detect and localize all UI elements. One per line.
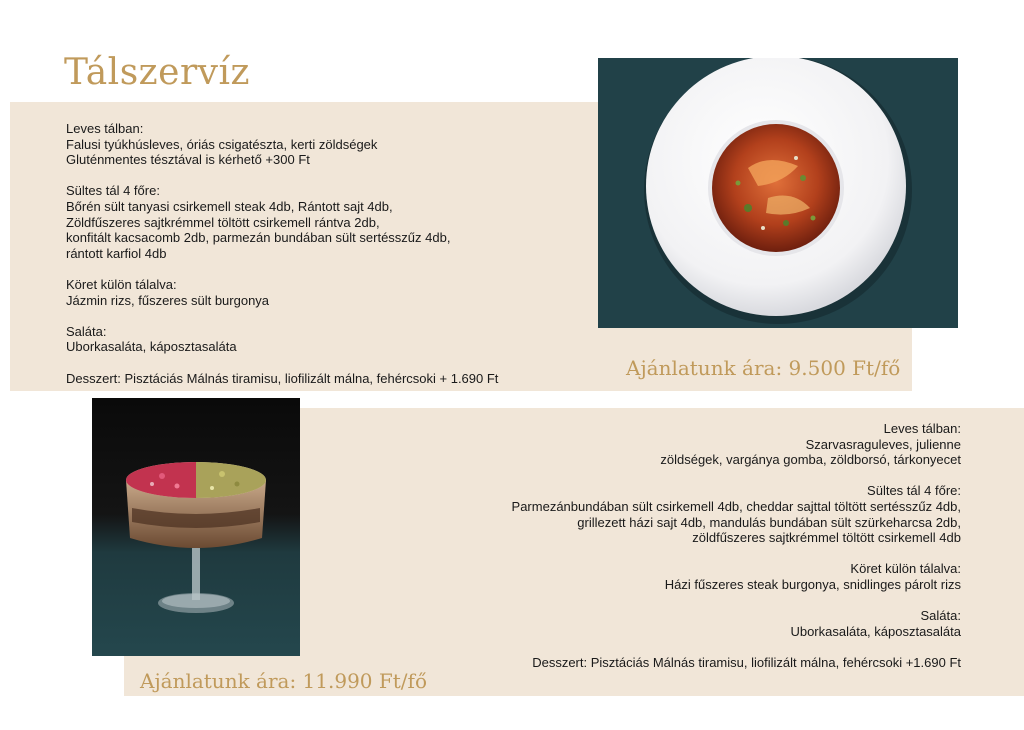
menu-two: [401, 421, 961, 686]
menu-one-side-section: [66, 277, 606, 308]
dessert-photo: [92, 398, 300, 656]
menu-one-price: Ajánlatunk ára: 9.500 Ft/fő: [626, 356, 901, 380]
menu-line: Uborkasaláta, káposztasaláta: [790, 623, 961, 639]
section-heading: Leves tálban:: [66, 121, 144, 136]
menu-one-dessert-section: [66, 371, 606, 387]
menu-line: Jázmin rizs, fűszeres sült burgonya: [66, 292, 270, 308]
menu-line: zöldfűszeres sajtkrémmel töltött csirkemell 4db: [692, 530, 961, 546]
menu-line: Uborkasaláta, káposztasaláta: [66, 339, 237, 355]
section-heading: Leves tálban:: [883, 421, 961, 436]
section-heading: Sültes tál 4 főre:: [66, 183, 160, 199]
menu-one-salad-section: [66, 324, 606, 355]
menu-line: grillezett házi sajt 4db, mandulás bundában sült szürkeharcsa 2db,: [577, 514, 961, 530]
menu-line: Gluténmentes tésztával is kérhető +300 Ft: [66, 152, 310, 168]
section-heading: Sültes tál 4 főre:: [867, 483, 961, 499]
section-heading: Saláta:: [66, 323, 107, 339]
menu-line: zöldségek, vargánya gomba, zöldborsó, tárkonyecet: [660, 452, 961, 468]
soup-photo: [598, 58, 958, 328]
menu-one-roast-section: [66, 183, 606, 261]
menu-two-price: Ajánlatunk ára: 11.990 Ft/fő: [140, 669, 427, 693]
menu-line: Parmezánbundában sült csirkemell 4db, cheddar sajttal töltött sertésszűz 4db,: [511, 498, 961, 514]
menu-two-salad-section: [401, 608, 961, 639]
menu-two-soup-section: [401, 421, 961, 468]
menu-line: Desszert: Pisztáciás Málnás tiramisu, liofilizált málna, fehércsoki +1.690 Ft: [532, 654, 961, 670]
menu-line: Falusi tyúkhúsleves, óriás csigatészta, kerti zöldségek: [66, 136, 378, 152]
section-heading: Köret külön tálalva:: [66, 276, 177, 292]
menu-line: Szarvasraguleves, julienne: [805, 436, 961, 452]
section-heading: Köret külön tálalva:: [850, 561, 961, 577]
menu-line: Desszert: Pisztáciás Málnás tiramisu, liofilizált málna, fehércsoki + 1.690 Ft: [66, 370, 499, 386]
menu-one: [66, 121, 606, 402]
menu-two-roast-section: [401, 483, 961, 545]
menu-line: Bőrén sült tanyasi csirkemell steak 4db, Rántott sajt 4db,: [66, 198, 393, 214]
menu-line: rántott karfiol 4db: [66, 245, 167, 261]
menu-two-dessert-section: [401, 655, 961, 671]
section-heading: Saláta:: [920, 608, 961, 624]
page-title: Tálszervíz: [64, 52, 250, 93]
menu-line: konfitált kacsacomb 2db, parmezán bundában sült sertésszűz 4db,: [66, 230, 451, 246]
menu-line: Házi fűszeres steak burgonya, snidlinges párolt rizs: [664, 576, 961, 592]
menu-line: Zöldfűszeres sajtkrémmel töltött csirkemell rántva 2db,: [66, 214, 380, 230]
menu-two-side-section: [401, 561, 961, 592]
menu-one-soup-section: [66, 121, 606, 168]
